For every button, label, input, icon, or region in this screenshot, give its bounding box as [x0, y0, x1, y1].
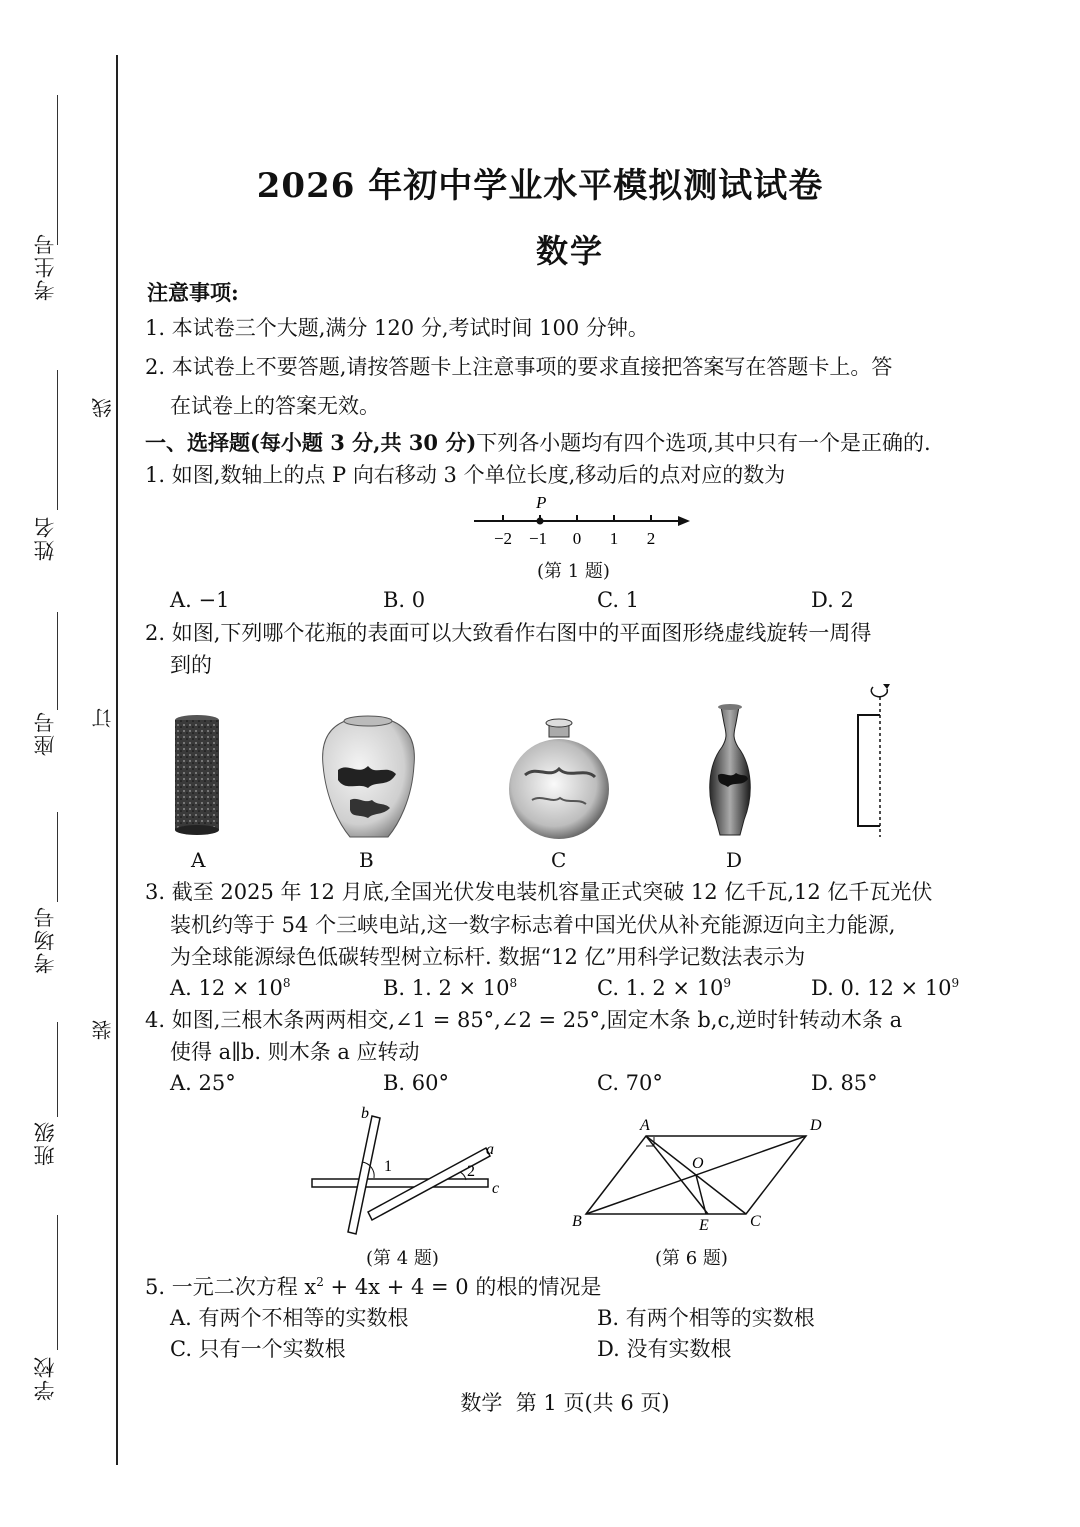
label-a: a [486, 1141, 494, 1158]
label-A: A [640, 1117, 650, 1134]
q5-stem [145, 1272, 601, 1302]
q5-option-d: D. 没有实数根 [597, 1337, 732, 1361]
margin-mark-bind: 订 [91, 708, 115, 728]
tick-label: 0 [572, 529, 582, 548]
q1-number-line [460, 490, 700, 552]
margin-field-name: 姓名 [33, 515, 57, 561]
q3-option-a-exp: 8 [282, 976, 291, 990]
label-D: D [810, 1117, 822, 1134]
label-angle-2: 2 [467, 1163, 475, 1180]
q3-option-b-exp: 8 [509, 976, 518, 990]
q2-stem-line2: 到的 [170, 653, 212, 677]
number-line-arrow [678, 516, 690, 526]
tick-label: 2 [646, 529, 656, 548]
q5-stem-post: + 4x + 4 = 0 的根的情况是 [323, 1275, 602, 1299]
q2-stem-line1: 2. 如图,下列哪个花瓶的表面可以大致看作右图中的平面图形绕虚线旋转一周得 [145, 621, 872, 645]
vase-label-c: C [551, 848, 567, 872]
vase-label-d: D [726, 848, 743, 872]
q1-option-b: B. 0 [383, 588, 426, 612]
q4-figure [300, 1100, 520, 1240]
page-footer: 数学 第 1 页(共 6 页) [460, 1391, 670, 1415]
label-O: O [692, 1155, 704, 1172]
margin-underline [57, 1022, 58, 1117]
margin-underline [57, 370, 58, 510]
tick-label: 1 [609, 529, 619, 548]
q3-option-b [383, 973, 517, 1003]
stick-c [312, 1179, 488, 1187]
label-E: E [699, 1217, 709, 1234]
margin-field-class: 班级 [33, 1120, 57, 1166]
q3-option-c-exp: 9 [723, 976, 732, 990]
q1-option-d: D. 2 [811, 588, 854, 612]
q4-caption: (第 4 题) [366, 1248, 439, 1269]
q1-option-c: C. 1 [597, 588, 640, 612]
segment-ae [646, 1136, 708, 1214]
vase-d [710, 704, 751, 835]
q6-figure [560, 1108, 840, 1238]
q3-line2: 装机约等于 54 个三峡电站,这一数字标志着中国光伏从补充能源迈向主力能源, [170, 913, 896, 937]
vase-a [175, 715, 219, 835]
exam-title: 2026 年初中学业水平模拟测试试卷 [256, 166, 824, 206]
q5-option-b: B. 有两个相等的实数根 [597, 1306, 815, 1330]
q1-stem: 1. 如图,数轴上的点 P 向右移动 3 个单位长度,移动后的点对应的数为 [145, 463, 786, 487]
q4-option-c: C. 70° [597, 1071, 663, 1095]
section1-heading: 一、选择题(每小题 3 分,共 30 分) [145, 430, 477, 455]
label-b: b [361, 1105, 369, 1122]
notice-item-2-cont: 在试卷上的答案无效。 [170, 394, 380, 418]
margin-underline [57, 812, 58, 902]
notice-heading: 注意事项: [147, 280, 239, 305]
q1-option-a: A. −1 [170, 588, 230, 612]
q3-option-c-base: C. 1. 2 × 10 [597, 976, 724, 1000]
q6-caption: (第 6 题) [655, 1248, 728, 1269]
q3-line3: 为全球能源绿色低碳转型树立标杆. 数据“12 亿”用科学记数法表示为 [170, 945, 806, 969]
section1-heading-row [145, 428, 931, 458]
label-angle-1: 1 [384, 1158, 392, 1175]
q4-line1: 4. 如图,三根木条两两相交,∠1 = 85°,∠2 = 25°,固定木条 b,c,逆时针转动木条 a [145, 1008, 903, 1032]
q4-option-b: B. 60° [383, 1071, 450, 1095]
label-C: C [750, 1213, 761, 1230]
tick-label: −2 [493, 529, 513, 548]
q4-line2: 使得 a∥b. 则木条 a 应转动 [170, 1040, 420, 1064]
label-B: B [572, 1213, 582, 1230]
q2-vases-figure [140, 675, 930, 850]
vase-label-a: A [191, 848, 206, 872]
vase-c [509, 719, 609, 839]
notice-item-1: 1. 本试卷三个大题,满分 120 分,考试时间 100 分钟。 [145, 316, 649, 340]
q5-stem-exp: 2 [316, 1275, 324, 1289]
notice-item-2: 2. 本试卷上不要答题,请按答题卡上注意事项的要求直接把答案写在答题卡上。答 [145, 355, 893, 379]
rotation-arrow-icon [871, 687, 887, 697]
margin-field-school: 学校 [33, 1355, 57, 1401]
q5-stem-pre: 5. 一元二次方程 x [145, 1275, 317, 1299]
q3-option-a [170, 973, 291, 1003]
q4-option-d: D. 85° [811, 1071, 878, 1095]
vase-label-b: B [359, 848, 374, 872]
label-c: c [492, 1180, 500, 1197]
q3-option-d-exp: 9 [951, 976, 960, 990]
margin-field-exam-room: 考场号 [33, 905, 57, 974]
section1-instruction: 下列各小题均有四个选项,其中只有一个是正确的. [476, 431, 931, 455]
margin-mark-line: 线 [91, 398, 115, 418]
margin-field-student-id: 考生号 [33, 232, 57, 301]
q3-option-b-base: B. 1. 2 × 10 [383, 976, 510, 1000]
point-p-dot [537, 518, 544, 525]
q3-option-d-base: D. 0. 12 × 10 [811, 976, 952, 1000]
q3-option-d [811, 973, 959, 1003]
q3-line1: 3. 截至 2025 年 12 月底,全国光伏发电装机容量正式突破 12 亿千瓦,12 亿千瓦光伏 [145, 880, 933, 904]
point-p-label: P [536, 493, 547, 512]
q5-option-c: C. 只有一个实数根 [170, 1337, 346, 1361]
q3-option-a-base: A. 12 × 10 [170, 976, 283, 1000]
vase-b [323, 716, 415, 837]
margin-mark-bound: 装 [91, 1020, 115, 1040]
margin-underline [57, 1215, 58, 1350]
q5-option-a: A. 有两个不相等的实数根 [170, 1306, 409, 1330]
margin-underline [57, 612, 58, 710]
exam-subject: 数学 [535, 232, 604, 270]
q4-option-a: A. 25° [170, 1071, 236, 1095]
tick-label: −1 [528, 529, 548, 548]
q1-caption: (第 1 题) [537, 561, 610, 582]
rotation-figure [858, 684, 890, 837]
q3-option-c [597, 973, 731, 1003]
margin-field-seat: 座号 [33, 710, 57, 756]
